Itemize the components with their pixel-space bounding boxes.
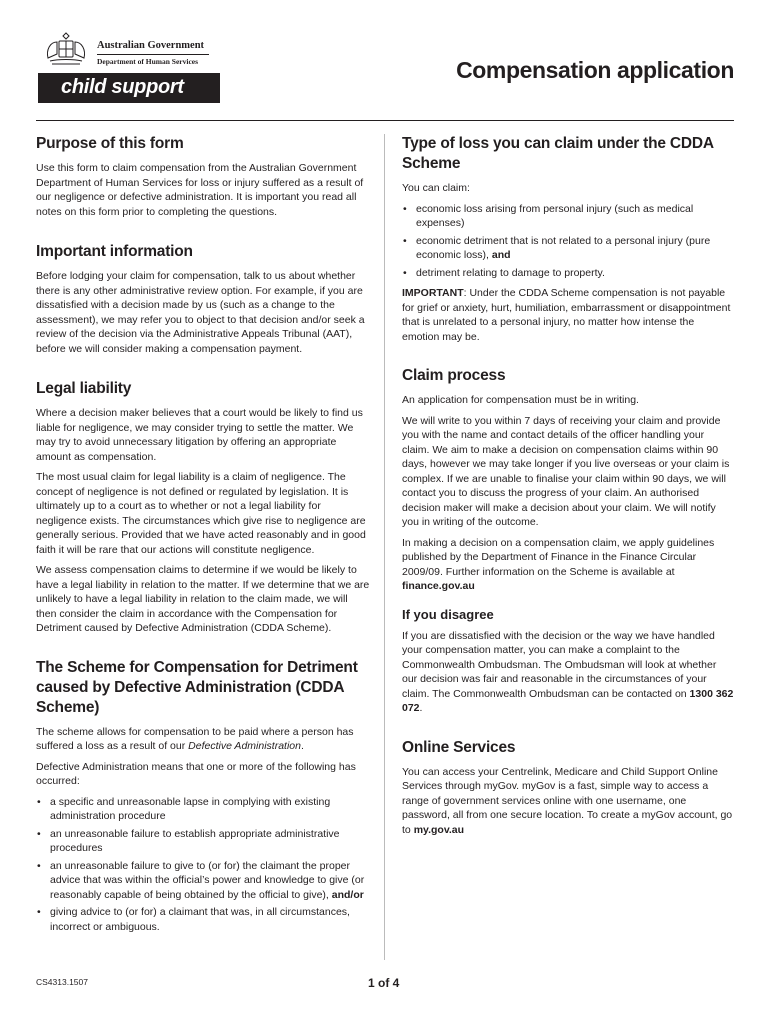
paragraph [36, 725, 370, 754]
list-item [402, 234, 734, 263]
list-item: • a specific and unreasonable lapse in complying with existing administration procedure [36, 795, 370, 824]
section-heading: Online Services [402, 738, 516, 756]
government-name: Australian Government [97, 40, 205, 51]
section-heading: Important information [36, 243, 193, 260]
list-item: • an unreasonable failure to establish appropriate administrative procedures [36, 827, 370, 856]
subsection-heading: If you disagree [402, 606, 494, 622]
phone-number[interactable]: 1300 362 072 [402, 687, 734, 714]
section-heading: Purpose of this form [36, 135, 184, 152]
form-title: Compensation application [456, 57, 734, 83]
text: economic detriment that is not related to a personal injury (pure economic loss), [416, 234, 711, 261]
top-divider [36, 120, 734, 121]
text: . [419, 702, 423, 714]
important-note [402, 286, 734, 344]
claim-process-section [402, 366, 734, 716]
bold-text: and/or [331, 888, 364, 901]
paragraph: We will write to you within 7 days of receiving your claim and provide you with the name and contact details of the officer handling your claim. We aim to make a decision on compensation claims within 90 days, however we may take longer if you live overseas or your claim is complex. If we are unable to finalise your claim within 90 days, we will contact you to discuss the progress of your claim. An authorised decision maker will make a decision about your claim. We will notify you in writing of the outcome. [402, 414, 730, 528]
column-divider [384, 134, 385, 960]
purpose-text: Use this form to claim compensation from the Australian Government Department of Human Services for loss or injury suffered as a result of our negligence or defective administration. It is important you read all notes on this form prior to completing the questions. [36, 162, 364, 218]
text: : Under the CDDA Scheme compensation is not payable for grief or anxiety, hurt, humiliation, embarrassment or disappointment that is unrelated to a personal injury, no matter how intense the emotion may be. [402, 287, 731, 343]
text: an unreasonable failure to give to (or for) the claimant the proper advice that was within the official’s power and knowledge to give (or reasonably capable of being obtained by the official to give), [50, 859, 365, 901]
section-heading: The Scheme for Compensation for Detriment caused by Defective Administration (CDDA Scheme) [36, 658, 358, 716]
text: You can access your Centrelink, Medicare and Child Support Online Services through myGov. myGov is a fast, simple way to access a range of government services online with one username, one password, all from one secure location. To create a myGov account, go to [402, 765, 733, 836]
paragraph: The most usual claim for legal liability is a claim of negligence. The concept of negligence is not defined or regulated by legislation. It is ultimately up to a court as to whether or not a legal liability for negligence exists. The circumstances which give rise to negligence are generally serious. Provided that we have acted reasonably and in good faith it will be rare that our actions will constitute negligence. [36, 471, 366, 556]
defect-list [36, 795, 370, 935]
right-column [402, 134, 734, 843]
list-item: • giving advice to (or for) a claimant that was, in all circumstances, incorrect or ambiguous. [36, 905, 370, 934]
list-item: • detriment relating to damage to property. [402, 266, 734, 281]
paragraph: An application for compensation must be in writing. [402, 394, 639, 406]
online-services-section [402, 738, 734, 838]
text: If you are dissatisfied with the decision or the way we have handled your compensation matter, you can make a complaint to the Commonwealth Ombudsman. The Ombudsman will look at whether our decision was fair and reasonable in the circumstances of your claim. The Commonwealth Ombudsman can be contacted on [402, 629, 717, 700]
text: In making a decision on a compensation claim, we apply guidelines published by the Department of Finance in the Finance Circular 2009/09. Further information on the Scheme is available at [402, 536, 715, 578]
important-section [36, 242, 370, 356]
legal-liability-section [36, 379, 370, 636]
purpose-section [36, 134, 370, 219]
child-support-banner: child support [38, 73, 220, 103]
section-heading: Legal liability [36, 380, 132, 397]
bold-text: IMPORTANT [402, 287, 464, 299]
list-item: • economic loss arising from personal injury (such as medical expenses) [402, 202, 734, 231]
bold-text: and [491, 249, 511, 261]
department-name: Department of Human Services [97, 57, 199, 66]
cdda-scheme-section [36, 658, 370, 935]
important-text: Before lodging your claim for compensation, talk to us about whether there is any other administrative review option. For example, if you are dissatisfied with a decision made by us (such as a change to the assessment), we may refer you to object to that decision and/or seek a review of the decision via the Administrative Appeals Tribunal (AAT), before we will consider making a compensation payment. [36, 270, 365, 355]
text: The scheme allows for compensation to be paid where a person has suffered a loss as a result of our [36, 725, 354, 752]
section-heading: Type of loss you can claim under the CDDA Scheme [402, 135, 714, 172]
paragraph: Defective Administration means that one or more of the following has occurred: [36, 760, 356, 787]
type-of-loss-section [402, 134, 734, 344]
mygov-link[interactable]: my.gov.au [413, 823, 465, 836]
paragraph [402, 536, 734, 594]
list-item [36, 859, 370, 903]
paragraph: Where a decision maker believes that a court would be likely to find us liable for negligence, we may consider trying to settle the matter. We may try to avoid unnecessary litigation by offering an appropriate amount as compensation. [36, 407, 363, 463]
paragraph [402, 765, 734, 838]
finance-link[interactable]: finance.gov.au [402, 580, 475, 592]
paragraph: We assess compensation claims to determine if we would be likely to have a legal liability in relation to the matter. If we determine that we are unlikely to have a legal liability in relation to the claim made, we will then consider the claim in accordance with the Compensation for Detriment caused by Defective Administration (CDDA Scheme). [36, 564, 370, 634]
page-number: 1 of 4 [368, 976, 400, 990]
paragraph: You can claim: [402, 182, 470, 194]
paragraph [402, 629, 734, 716]
section-heading: Claim process [402, 367, 506, 384]
text: . [300, 740, 304, 752]
coat-of-arms-icon [42, 32, 90, 66]
left-column [36, 134, 370, 940]
header-rule [97, 54, 209, 55]
emphasis: Defective Administration [188, 740, 301, 752]
form-code: CS4313.1507 [36, 977, 88, 987]
loss-list [402, 202, 734, 281]
